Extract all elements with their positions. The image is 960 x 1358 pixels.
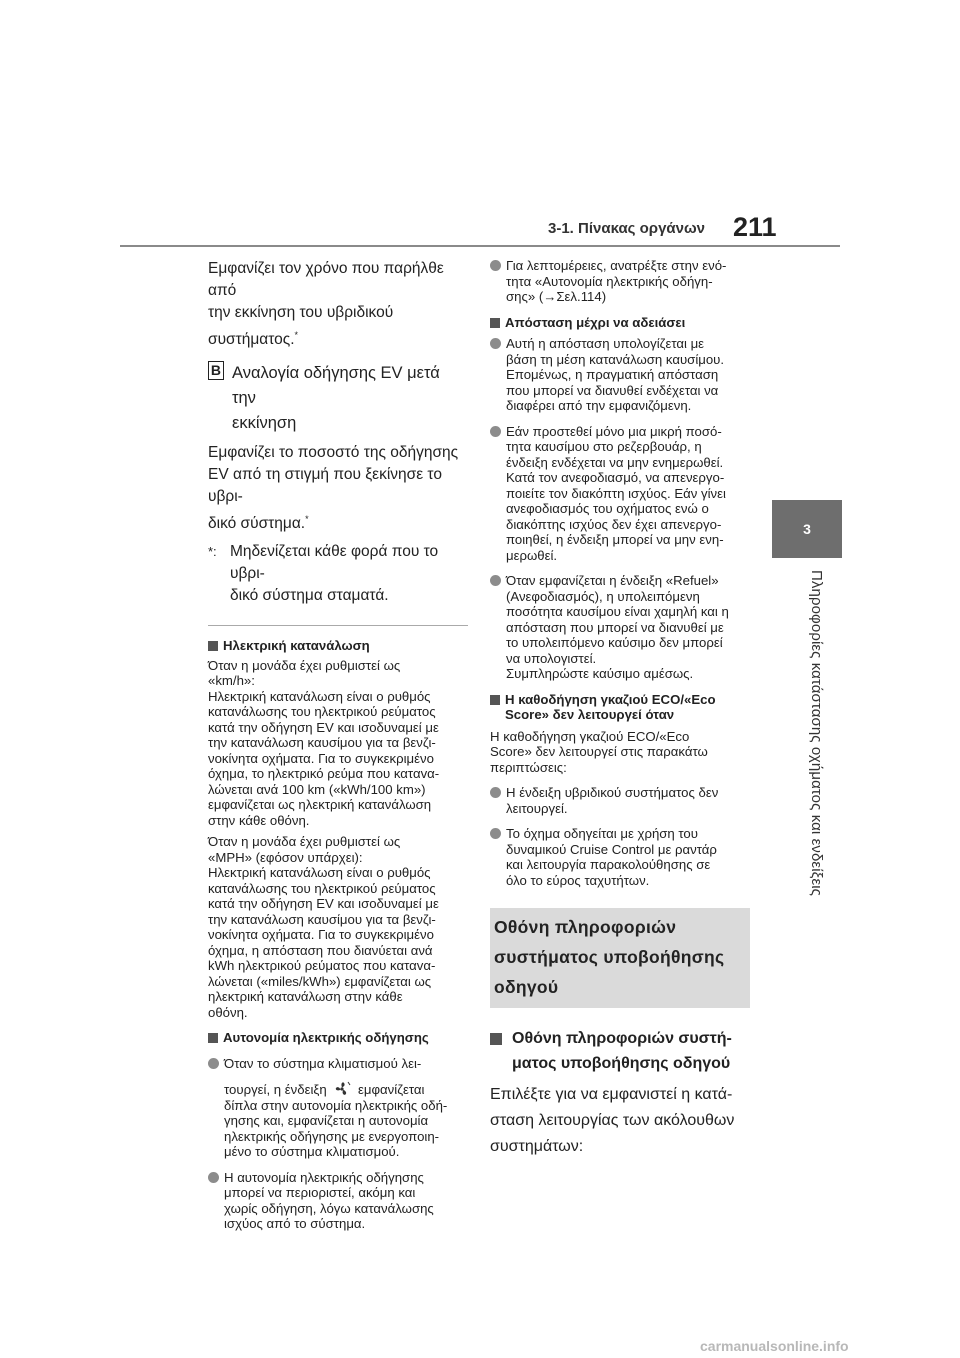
list-item [490, 573, 750, 682]
dist-bullet-3: Όταν εμφανίζεται η ένδειξη «Refuel» (Ανεφοδιασμός), η υπολειπόμενη ποσότητα καυσίμου είναι χαμηλή και η απόσταση που μπορεί να διανυθεί με το υπολειπόμενο καύσιμο δεν μπορεί να υπολογιστεί. Συμπληρώστε καύσιμο αμέσως. [506, 573, 729, 681]
bullet-dot-icon [208, 1058, 219, 1069]
bullet-dot-icon [490, 787, 501, 798]
footnote [208, 541, 468, 607]
square-bullet-icon [490, 695, 500, 705]
chapter-label: Πληροφορίες κατάστασης οχήματος και ενδείξεις [808, 570, 825, 897]
list-item [490, 336, 750, 414]
divider [208, 625, 468, 626]
dist-heading-text: Απόσταση μέχρι να αδειάσει [505, 314, 686, 330]
b-desc [208, 442, 468, 535]
range-b1-line1: Όταν το σύστημα κλιματισμού λει- [224, 1055, 422, 1071]
intro-line-1: Εμφανίζει τον χρόνο που παρήλθε από [208, 260, 444, 299]
chapter-tab: 3 [772, 500, 842, 558]
square-bullet-icon [208, 1033, 218, 1043]
range-bullet-1 [224, 1056, 447, 1160]
sub-heading [490, 1026, 750, 1076]
range-b1-rest: δίπλα στην αυτονομία ηλεκτρικής οδή- γησης και, εμφανίζεται η αυτονομία ηλεκτρικής οδήγησης με ενεργοποιη- μένο το σύστημα κλιματισμού. [224, 1097, 448, 1160]
list-item [490, 424, 750, 564]
list-item [490, 785, 750, 816]
elec-heading-text: Ηλεκτρική κατανάλωση [223, 638, 370, 654]
section-title: 3-1. Πίνακας οργάνων [548, 220, 705, 237]
list-item [208, 1170, 468, 1232]
eco-heading-text: Η καθοδήγηση γκαζιού ECO/«Eco Score» δεν λειτουργεί όταν [505, 691, 716, 722]
bullet-dot-icon [490, 575, 501, 586]
eco-heading [490, 692, 750, 723]
list-item [490, 258, 750, 305]
sub-heading-text: Οθόνη πληροφοριών συστή- ματος υποβοήθησης οδηγού [512, 1030, 732, 1072]
b-title [208, 361, 468, 436]
intro-line-2: την εκκίνηση του υβριδικού συστήματος. [208, 304, 394, 349]
bullet-dot-icon [208, 1172, 219, 1183]
bullet-dot-icon [490, 828, 501, 839]
bullet-dot-icon [490, 426, 501, 437]
dist-bullet-1: Αυτή η απόσταση υπολογίζεται με βάση τη μέση κατανάλωση καυσίμου. Επομένως, η πραγματική απόσταση που μπορεί να διανυθεί ενδέχεται να διαφέρει από την εμφανιζόμενη. [506, 336, 725, 413]
header-rule [120, 245, 840, 247]
right-column [490, 258, 750, 1160]
eco-bullet-1: Η ένδειξη υβριδικού συστήματος δεν λειτουργεί. [506, 785, 719, 816]
left-column [208, 258, 468, 1232]
elec-paragraph-1: Όταν η μονάδα έχει ρυθμιστεί ως «km/h»: Ηλεκτρική κατανάλωση είναι ο ρυθμός κατανάλωσης του ηλεκτρικού ρεύματος κατά την οδήγηση EV και ισοδυναμεί με την κατανάλωση καυσίμου για τα βενζι- νοκίνητα οχήματα. Για το συγκεκριμένο όχημα, το ηλεκτρικό ρεύμα που καταvα- λώνεται ανά 100 km («kWh/100 km») εμφανίζεται ως ηλεκτρική κατανάλωση στην κάθε οθόνη. [208, 657, 440, 828]
elec-heading [208, 638, 468, 654]
footnote-mark: *: [208, 544, 217, 560]
sub-text: Επιλέξτε για να εμφανιστεί η κατά- σταση λειτουργίας των ακόλουθων συστημάτων: [490, 1086, 735, 1155]
intro-text [208, 258, 468, 351]
section-box-title: Οθόνη πληροφοριών συστήματος υποβοήθησης οδηγού [490, 908, 750, 1008]
b-title-text [232, 361, 468, 436]
page-number: 211 [733, 212, 777, 242]
b-title-line-1: Αναλογία οδήγησης EV μετά την [231, 364, 440, 408]
range-bullet-2: Η αυτονομία ηλεκτρικής οδήγησης μπορεί να περιοριστεί, ακόμη και χωρίς οδήγηση, λόγω κατανάλωσης ισχύος από το σύστημα. [224, 1169, 434, 1232]
elec-paragraph-2: Όταν η μονάδα έχει ρυθμιστεί ως «MPH» (εφόσον υπάρχει): Ηλεκτρική κατανάλωση είναι ο ρυθμός κατανάλωσης του ηλεκτρικού ρεύματος κατά την οδήγηση EV και ισοδυναμεί με την κατανάλωση καυσίμου για τα βενζι- νοκίνητα οχήματα. Για το συγκεκριμένο όχημα, η απόσταση που διανύεται ανά kWh ηλεκτρικού ρεύματος που καταvα- λώνεται («miles/kWh») εμφανίζεται ως ηλεκτρική κατανάλωση στην κάθε οθόνη. [208, 834, 439, 1020]
bullet-dot-icon [490, 338, 501, 349]
dist-heading [490, 315, 750, 331]
footnote-star: * [294, 330, 299, 340]
footnote-text: Μηδενίζεται κάθε φορά που το υβρι- δικό σύστημα σταματά. [230, 543, 439, 605]
b-title-line-2: εκκίνηση [231, 414, 297, 433]
range-b1-post: εμφανίζεται [358, 1082, 425, 1098]
eco-intro: Η καθοδήγηση γκαζιού ECO/«Eco Score» δεν λειτουργεί στις παρακάτω περιπτώσεις: [490, 728, 708, 775]
b-marker: B [208, 361, 224, 380]
bullet-dot-icon [490, 260, 501, 271]
range-heading [208, 1030, 468, 1046]
footnote-star: * [305, 514, 309, 525]
list-item [490, 826, 750, 888]
dist-bullet-2: Εάν προστεθεί μόνο μια μικρή ποσό- τητα καυσίμου στο ρεζερβουάρ, η ένδειξη ενδέχεται να μην ενημερωθεί. Κατά τον ανεφοδιασμό, να απενεργο- ποιείτε τον διακόπτη ισχύος. Εάν γίνει ανεφοδιασμός του οχήματος ενώ ο διακόπτης ισχύος δεν έχει απενεργο- ποιηθεί, η ένδειξη μπορεί να μην ενη- μερωθεί. [506, 423, 726, 563]
square-bullet-icon [490, 318, 500, 328]
watermark: carmanualsonline.info [700, 1338, 849, 1354]
range-b1-line2 [224, 1081, 447, 1098]
square-bullet-icon [490, 1033, 502, 1045]
range-b1-pre: τουργεί, η ένδειξη [224, 1082, 327, 1098]
fan-icon [333, 1081, 351, 1097]
details-bullet: Για λεπτομέρειες, ανατρέξτε στην ενό- τητα «Αυτονομία ηλεκτρικής οδήγη- σης» (→Σελ.114) [506, 258, 727, 304]
square-bullet-icon [208, 641, 218, 651]
range-heading-text: Αυτονομία ηλεκτρικής οδήγησης [223, 1030, 429, 1046]
eco-bullet-2: Το όχημα οδηγείται με χρήση του δυναμικού Cruise Control με ραντάρ και λειτουργία παρακολούθησης σε όλο το εύρος ταχυτήτων. [506, 826, 717, 888]
b-desc-text: Εμφανίζει το ποσοστό της οδήγησης EV από τη στιγμή που ξεκίνησε το υβρι- δικό σύστημα. [208, 444, 459, 533]
list-item [208, 1056, 468, 1160]
